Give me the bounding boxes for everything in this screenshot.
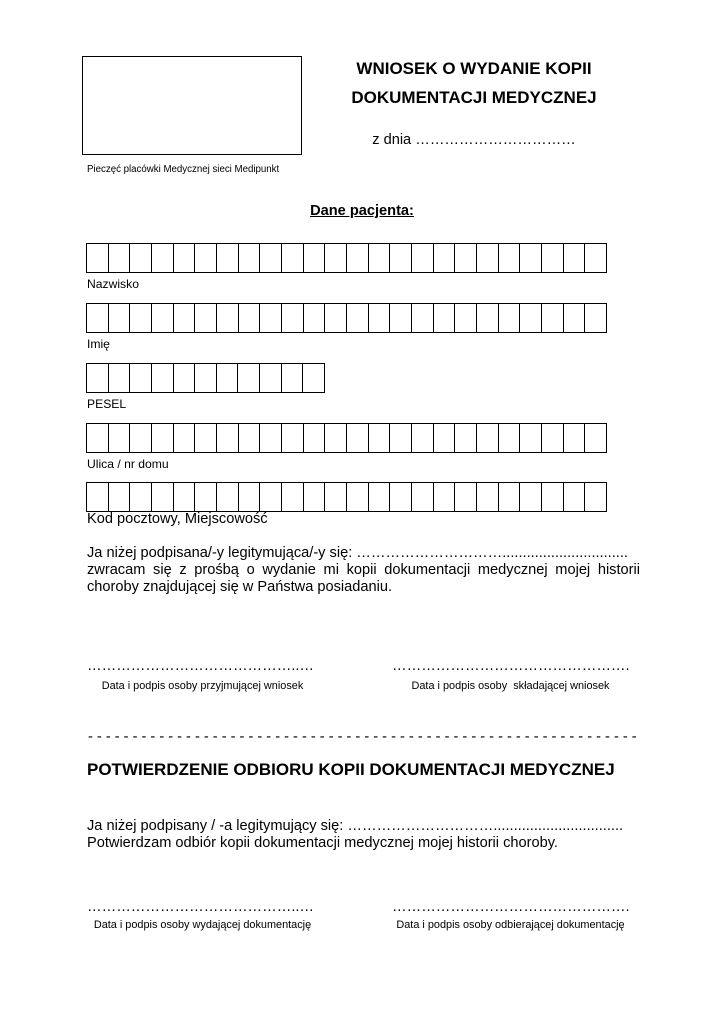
surname-box-cell	[585, 244, 607, 272]
street-box-cell	[87, 424, 109, 452]
surname-box-cell	[520, 244, 542, 272]
surname-box-cell	[325, 244, 347, 272]
first-name-box-cell	[585, 304, 607, 332]
surname-box-cell	[412, 244, 434, 272]
pesel-box-cell	[260, 364, 282, 392]
street-box-cell	[217, 424, 239, 452]
first-name-box-cell	[542, 304, 564, 332]
street-box-cell	[390, 424, 412, 452]
pesel-box-cell	[152, 364, 174, 392]
postal-city-box-cell	[325, 483, 347, 511]
postal-city-box-cell	[217, 483, 239, 511]
pesel-box-cell	[217, 364, 239, 392]
postal-city-box-cell	[499, 483, 521, 511]
request-signature-line-left: ……………………………………..…	[87, 658, 315, 674]
surname-box-cell	[109, 244, 131, 272]
postal-city-box-cell	[260, 483, 282, 511]
surname-box-cell	[455, 244, 477, 272]
confirmation-heading: POTWIERDZENIE ODBIORU KOPII DOKUMENTACJI MEDYCZNEJ	[87, 760, 615, 779]
street-label: Ulica / nr domu	[87, 457, 169, 471]
first-name-box-cell	[217, 304, 239, 332]
title-line-2: DOKUMENTACJI MEDYCZNEJ	[351, 88, 597, 107]
pesel-box-cell	[195, 364, 217, 392]
surname-box-cell	[347, 244, 369, 272]
postal-city-box-cell	[542, 483, 564, 511]
pesel-box-cell	[238, 364, 260, 392]
postal-city-box-cell	[109, 483, 131, 511]
postal-city-box-cell	[520, 483, 542, 511]
surname-box-cell	[369, 244, 391, 272]
first-name-box-cell	[87, 304, 109, 332]
first-name-box-cell	[434, 304, 456, 332]
surname-box-cell	[152, 244, 174, 272]
first-name-box-cell	[260, 304, 282, 332]
confirmation-signature-line-left: ……………………………………..…	[87, 899, 315, 915]
postal-city-box-cell	[564, 483, 586, 511]
first-name-box-cell	[109, 304, 131, 332]
surname-box-cell	[217, 244, 239, 272]
postal-city-boxes	[86, 482, 607, 512]
postal-city-box-cell	[477, 483, 499, 511]
street-box-cell	[434, 424, 456, 452]
surname-box-cell	[434, 244, 456, 272]
confirmation-signature-caption-right: Data i podpis osoby odbierającej dokumentację	[396, 919, 625, 931]
request-statement-line-1: Ja niżej podpisana/-y legitymująca/-y się: …………………………...............................	[87, 545, 628, 561]
street-box-cell	[477, 424, 499, 452]
confirmation-statement-line-2: Potwierdzam odbiór kopii dokumentacji medycznej mojej historii choroby.	[87, 835, 558, 851]
postal-city-box-cell	[390, 483, 412, 511]
street-box-cell	[174, 424, 196, 452]
surname-box-cell	[130, 244, 152, 272]
first-name-box-cell	[564, 304, 586, 332]
pesel-box-cell	[282, 364, 304, 392]
surname-box-cell	[282, 244, 304, 272]
postal-city-box-cell	[174, 483, 196, 511]
surname-boxes	[86, 243, 607, 273]
first-name-boxes	[86, 303, 607, 333]
first-name-box-cell	[347, 304, 369, 332]
postal-city-box-cell	[347, 483, 369, 511]
surname-box-cell	[499, 244, 521, 272]
first-name-box-cell	[304, 304, 326, 332]
surname-box-cell	[87, 244, 109, 272]
street-box-cell	[455, 424, 477, 452]
first-name-box-cell	[499, 304, 521, 332]
postal-city-box-cell	[87, 483, 109, 511]
street-box-cell	[520, 424, 542, 452]
surname-box-cell	[239, 244, 261, 272]
surname-box-cell	[260, 244, 282, 272]
first-name-box-cell	[152, 304, 174, 332]
first-name-box-cell	[282, 304, 304, 332]
street-boxes	[86, 423, 607, 453]
street-box-cell	[304, 424, 326, 452]
surname-label: Nazwisko	[87, 277, 139, 291]
cut-line-separator: - - - - - - - - - - - - - - - - - - - - - - - - - - - - - - - - - - - - - - - - - - - - - - - - - - - - - - - - - - - - - -	[88, 729, 637, 745]
postal-city-box-cell	[130, 483, 152, 511]
stamp-box	[82, 56, 302, 155]
request-statement-line-3: choroby znajdującej się w Państwa posiadaniu.	[87, 579, 393, 595]
first-name-box-cell	[477, 304, 499, 332]
street-box-cell	[585, 424, 607, 452]
street-box-cell	[152, 424, 174, 452]
surname-box-cell	[304, 244, 326, 272]
title-line-1: WNIOSEK O WYDANIE KOPII	[356, 59, 592, 78]
postal-city-box-cell	[304, 483, 326, 511]
request-signature-caption-right: Data i podpis osoby składającej wniosek	[411, 680, 610, 692]
pesel-box-cell	[303, 364, 325, 392]
pesel-label: PESEL	[87, 397, 127, 411]
pesel-box-cell	[130, 364, 152, 392]
street-box-cell	[282, 424, 304, 452]
street-box-cell	[130, 424, 152, 452]
postal-city-box-cell	[239, 483, 261, 511]
first-name-box-cell	[455, 304, 477, 332]
street-box-cell	[564, 424, 586, 452]
request-signature-line-right: ………………………………………….	[392, 658, 630, 674]
postal-city-label: Kod pocztowy, Miejscowość	[87, 511, 268, 527]
street-box-cell	[369, 424, 391, 452]
surname-box-cell	[477, 244, 499, 272]
first-name-box-cell	[174, 304, 196, 332]
surname-box-cell	[542, 244, 564, 272]
first-name-box-cell	[130, 304, 152, 332]
request-signature-caption-left: Data i podpis osoby przyjmującej wniosek	[101, 680, 304, 692]
street-box-cell	[109, 424, 131, 452]
street-box-cell	[260, 424, 282, 452]
first-name-box-cell	[369, 304, 391, 332]
street-box-cell	[412, 424, 434, 452]
postal-city-box-cell	[282, 483, 304, 511]
confirmation-signature-caption-left: Data i podpis osoby wydającej dokumentację	[93, 919, 312, 931]
confirmation-statement-line-1: Ja niżej podpisany / -a legitymujący się: …………………………................................	[87, 818, 624, 834]
postal-city-box-cell	[585, 483, 607, 511]
first-name-box-cell	[195, 304, 217, 332]
date-line: z dnia ……………………………	[372, 132, 576, 148]
first-name-box-cell	[325, 304, 347, 332]
request-statement-line-2: zwracam się z prośbą o wydanie mi kopii dokumentacji medycznej mojej historii	[87, 562, 640, 578]
postal-city-box-cell	[152, 483, 174, 511]
first-name-box-cell	[390, 304, 412, 332]
pesel-box-cell	[109, 364, 131, 392]
surname-box-cell	[174, 244, 196, 272]
first-name-label: Imię	[87, 337, 110, 351]
surname-box-cell	[195, 244, 217, 272]
postal-city-box-cell	[195, 483, 217, 511]
surname-box-cell	[564, 244, 586, 272]
postal-city-box-cell	[412, 483, 434, 511]
street-box-cell	[195, 424, 217, 452]
confirmation-signature-line-right: ………………………………………….	[392, 899, 630, 915]
first-name-box-cell	[412, 304, 434, 332]
first-name-box-cell	[520, 304, 542, 332]
patient-data-heading: Dane pacjenta:	[310, 203, 414, 219]
postal-city-box-cell	[455, 483, 477, 511]
pesel-box-cell	[87, 364, 109, 392]
street-box-cell	[542, 424, 564, 452]
street-box-cell	[347, 424, 369, 452]
surname-box-cell	[390, 244, 412, 272]
pesel-boxes	[86, 363, 325, 393]
street-box-cell	[239, 424, 261, 452]
first-name-box-cell	[239, 304, 261, 332]
stamp-caption: Pieczęć placówki Medycznej sieci Medipunkt	[87, 164, 280, 175]
postal-city-box-cell	[434, 483, 456, 511]
postal-city-box-cell	[369, 483, 391, 511]
street-box-cell	[499, 424, 521, 452]
pesel-box-cell	[174, 364, 196, 392]
street-box-cell	[325, 424, 347, 452]
